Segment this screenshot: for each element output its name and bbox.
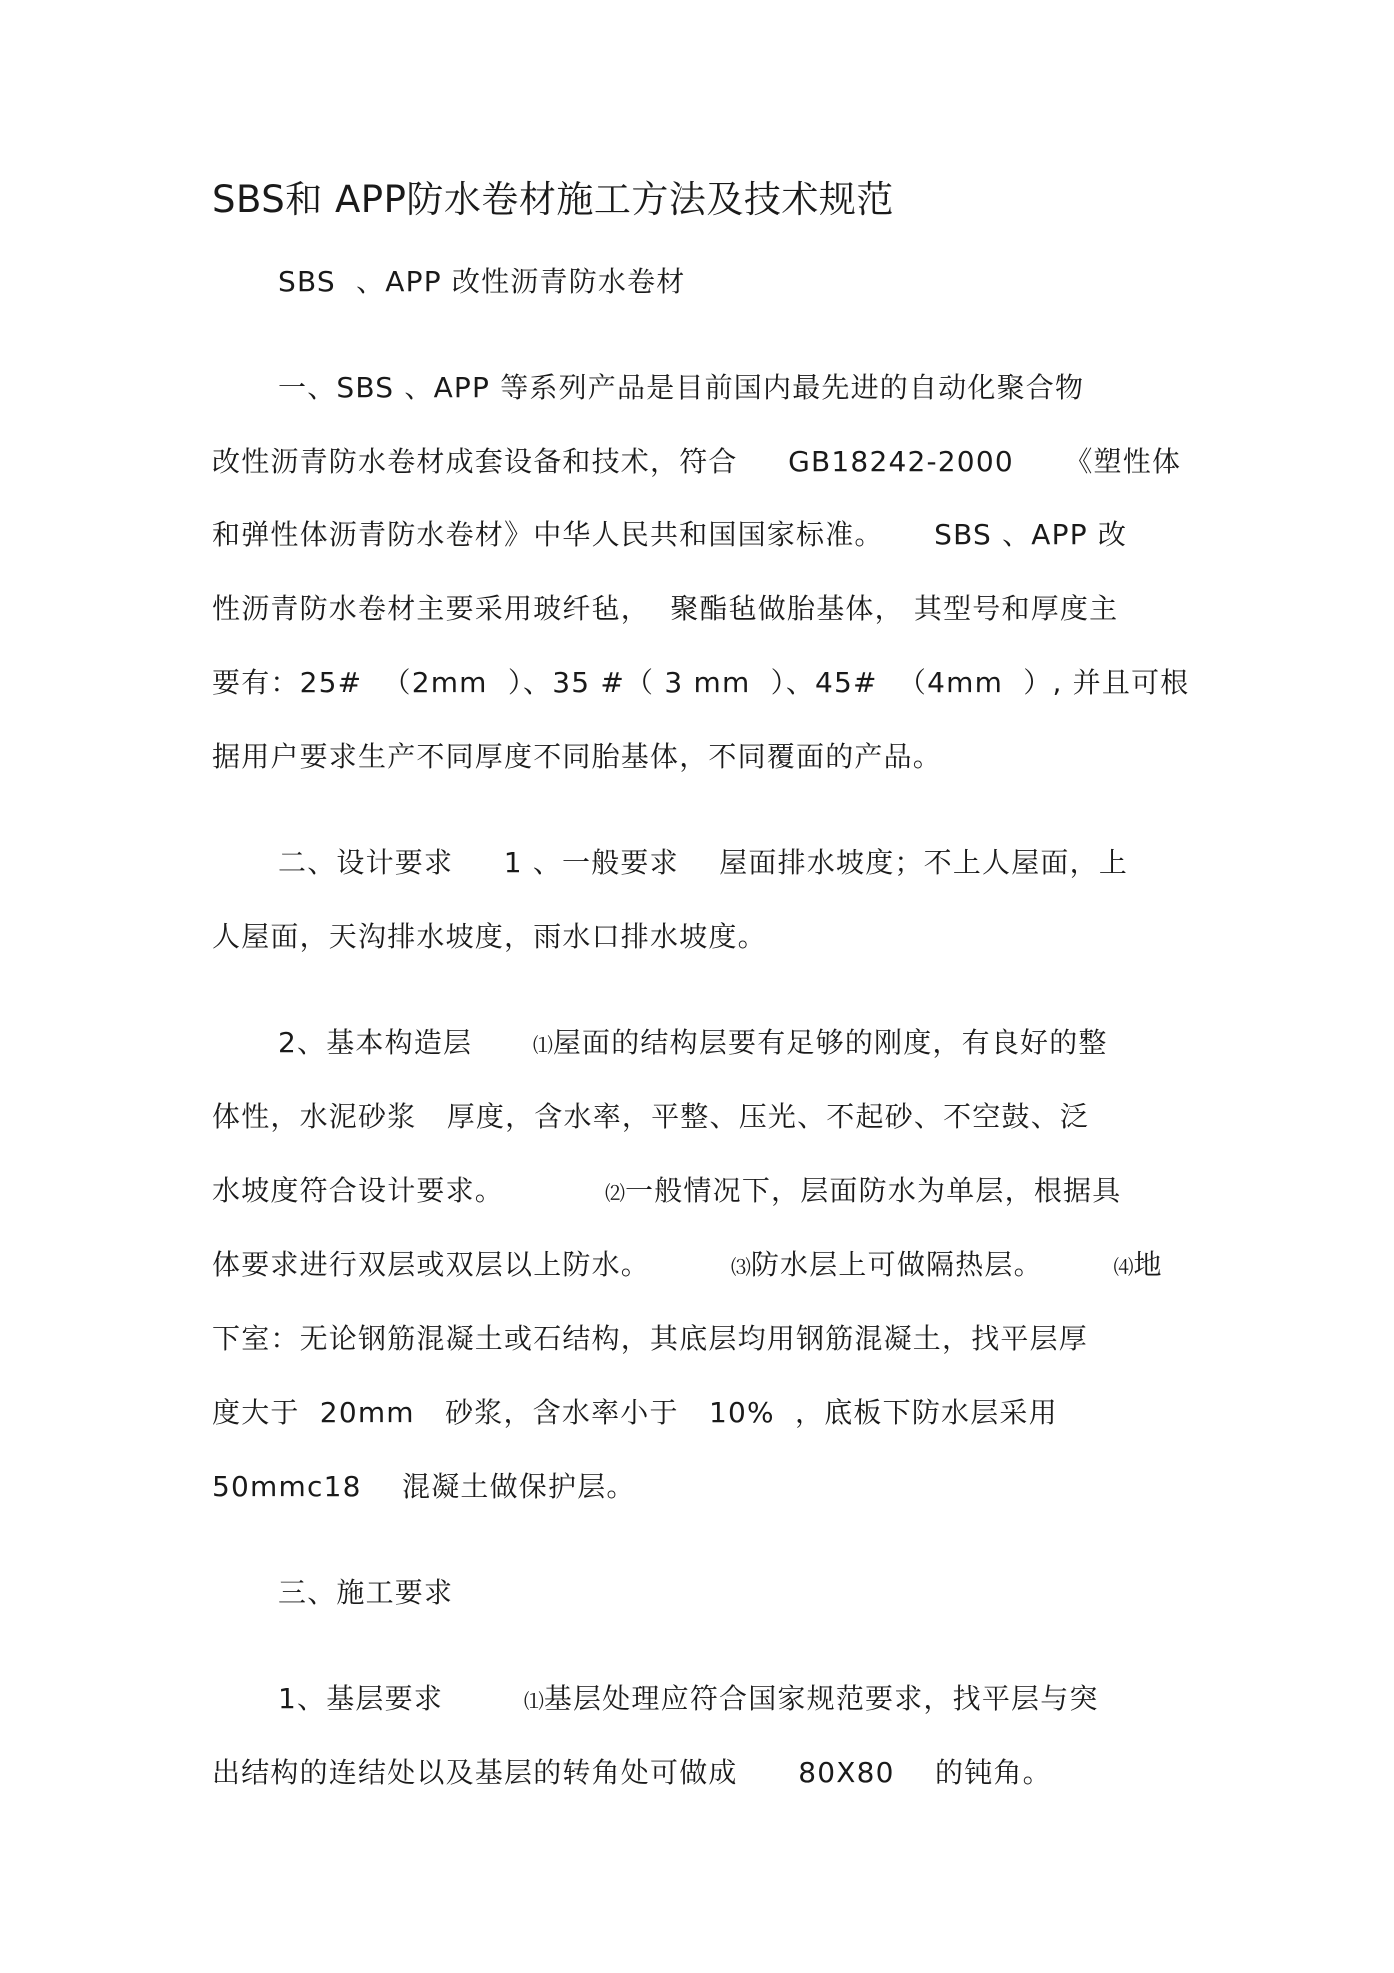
paragraph-line: 要有：25# （2mm ）、35 #（ 3 mm ）、45# （4mm ）, 并且可根 <box>212 666 1190 699</box>
list-marker: ⑶ <box>730 1255 751 1279</box>
list-marker: ⑷ <box>1113 1255 1134 1279</box>
list-marker: ⑴ <box>532 1033 553 1057</box>
paragraph-line: 据用户要求生产不同厚度不同胎基体，不同覆面的产品。 <box>212 740 943 773</box>
paragraph-line: 改性沥青防水卷材成套设备和技术，符合 GB18242-2000 《塑性体 <box>212 445 1182 478</box>
paragraph-line: 二、设计要求 1 、一般要求 屋面排水坡度；不上人屋面，上 <box>278 846 1129 879</box>
paragraph-line <box>278 1023 1108 1065</box>
paragraph-line: 一、SBS 、APP 等系列产品是目前国内最先进的自动化聚合物 <box>278 371 1085 404</box>
paragraph-line: 人屋面，天沟排水坡度，雨水口排水坡度。 <box>212 920 767 953</box>
list-marker: ⑵ <box>605 1181 626 1205</box>
paragraph-line <box>278 1679 1099 1721</box>
paragraph-line <box>212 1245 1163 1287</box>
list-marker: ⑴ <box>523 1689 544 1713</box>
text-run: 防水层上可做隔热层。 <box>750 1248 1043 1281</box>
document-title: SBS和 APP防水卷材施工方法及技术规范 <box>212 178 894 221</box>
text-run: 地 <box>1133 1248 1163 1281</box>
text-run: 屋面的结构层要有足够的刚度，有良好的整 <box>552 1026 1108 1059</box>
paragraph-line: 和弹性体沥青防水卷材》中华人民共和国国家标准。 SBS 、APP 改 <box>212 518 1128 551</box>
text-run: 体要求进行双层或双层以上防水。 <box>212 1248 651 1281</box>
paragraph-line: 50mmc18 混凝土做保护层。 <box>212 1470 636 1503</box>
paragraph-line: 度大于 20mm 砂浆，含水率小于 10% ，底板下防水层采用 <box>212 1396 1058 1429</box>
paragraph-line: 体性，水泥砂浆 厚度，含水率，平整、压光、不起砂、不空鼓、泛 <box>212 1100 1090 1133</box>
paragraph-line: 性沥青防水卷材主要采用玻纤毡， 聚酯毡做胎基体， 其型号和厚度主 <box>212 592 1119 625</box>
text-run: 1、基层要求 <box>278 1682 444 1715</box>
text-run: 基层处理应符合国家规范要求，找平层与突 <box>543 1682 1099 1715</box>
text-run: 2、基本构造层 <box>278 1026 473 1059</box>
section-heading: 三、施工要求 <box>278 1576 454 1609</box>
document-subtitle: SBS 、APP 改性沥青防水卷材 <box>278 265 686 298</box>
paragraph-line: 下室：无论钢筋混凝土或石结构，其底层均用钢筋混凝土，找平层厚 <box>212 1322 1089 1355</box>
paragraph-line: 出结构的连结处以及基层的转角处可做成 80X80 的钝角。 <box>212 1756 1052 1789</box>
paragraph-line <box>212 1171 1121 1213</box>
text-run: 一般情况下，层面防水为单层，根据具 <box>625 1174 1122 1207</box>
text-run: 水坡度符合设计要求。 <box>212 1174 505 1207</box>
